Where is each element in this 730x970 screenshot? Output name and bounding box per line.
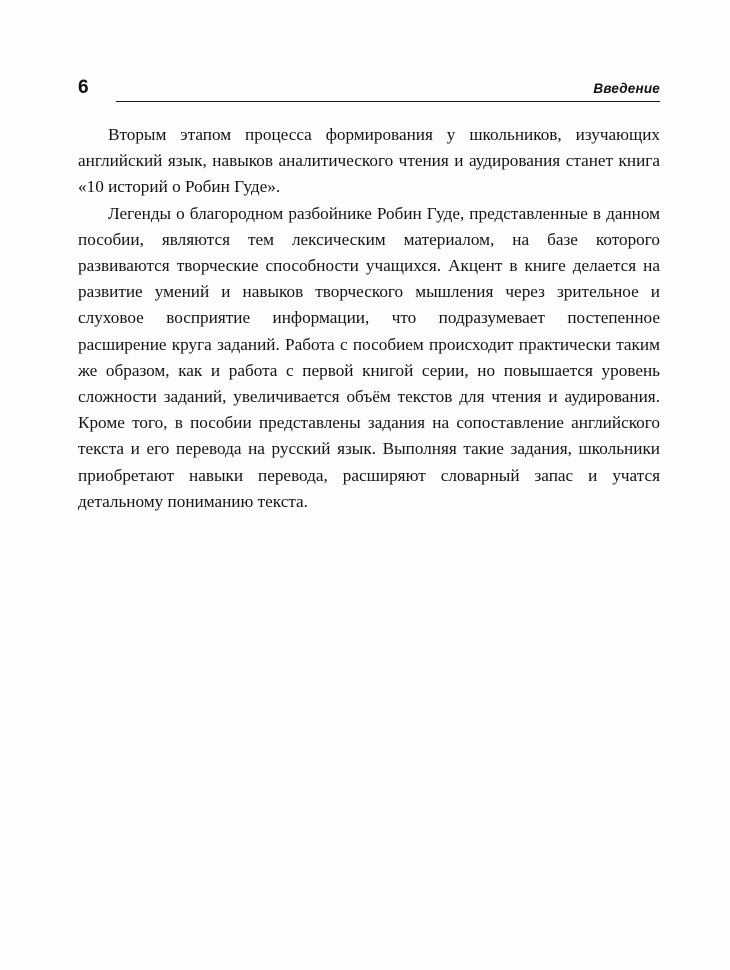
body-text [78,122,660,515]
paragraph: Легенды о благородном разбойнике Робин Гуде, представленные в данном пособии, являются тем лексическим материалом, на базе которого развиваются творческие способности учащихся. Акцент в книге делается на развитие умений и навыков творческого мышления через зрительное и слуховое восприятие информации, что подразумевает постепенное расширение круга заданий. Работа с пособием происходит практически таким же образом, как и работа с первой книгой серии, но повышается уровень сложности заданий, увеличивается объём текстов для чтения и аудирования. Кроме того, в пособии представлены задания на сопоставление английского текста и его перевода на русский язык. Выполняя такие задания, школьники приобретают навыки перевода, расширяют словарный запас и учатся детальному пониманию текста. [78,203,660,511]
header-divider [116,101,660,102]
running-head: Введение [593,81,660,96]
page-number: 6 [78,77,89,98]
paragraph: Вторым этапом процесса формирования у школьников, изучающих английский язык, навыков аналитического чтения и аудирования станет книга «10 историй о Робин Гуде». [78,125,660,197]
page-header [78,78,660,99]
